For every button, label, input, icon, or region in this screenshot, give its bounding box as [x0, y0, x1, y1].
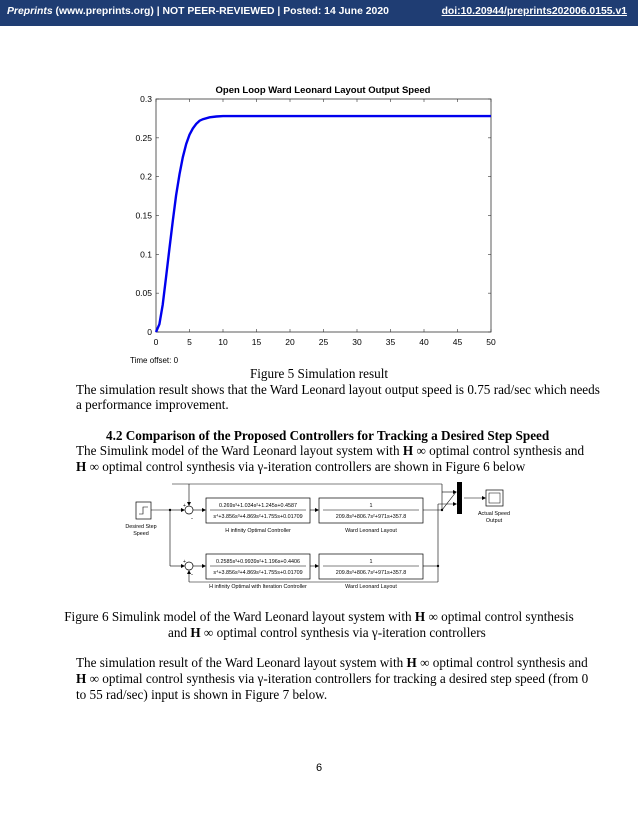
page-number: 6: [315, 762, 323, 774]
journal-name: Preprints: [7, 6, 53, 17]
figure5-caption: Figure 5 Simulation result: [249, 366, 389, 381]
x-tick-label: 35: [385, 337, 396, 347]
text-run: ∞ optimal control synthesis via γ-iteration controllers for tracking a desired step speed (from 0: [86, 671, 589, 686]
y-tick-label: 0.2: [140, 171, 152, 182]
sum2-minus: -: [191, 572, 193, 578]
controller2-denominator: s⁴+3.856s³+4.869s²+1.755s+0.01709: [213, 570, 303, 576]
x-tick-label: 10: [218, 337, 228, 347]
paragraph2-line1: [76, 443, 584, 459]
x-tick-label: 20: [285, 337, 295, 347]
sum1-minus: -: [191, 516, 193, 522]
x-tick-label: 15: [251, 337, 262, 347]
controller1-label: H infinity Optimal Controller: [225, 528, 291, 534]
header-notice-rest: (www.preprints.org) | NOT PEER-REVIEWED | Posted: 14 June 2020: [52, 6, 389, 17]
y-tick-label: 0.25: [135, 132, 152, 143]
time-offset-label: Time offset: 0: [130, 356, 179, 365]
step-label-1: Desired Step: [125, 524, 157, 530]
plant2-label: Ward Leonard Layout: [345, 584, 397, 590]
doi-link[interactable]: doi:10.20944/preprints202006.0155.v1: [441, 6, 627, 17]
text-run: ∞ optimal control synthesis and: [413, 443, 585, 458]
figure6-caption-line2: [168, 625, 486, 641]
mux-block[interactable]: [457, 482, 462, 514]
paragraph3-line2: [76, 671, 588, 687]
symbol-h: H: [402, 443, 414, 458]
controller1-numerator: 0.269s³+1.034s²+1.245s+0.4587: [218, 503, 298, 509]
plant1-label: Ward Leonard Layout: [345, 528, 397, 534]
x-tick-label: 0: [153, 337, 159, 347]
sum-block-1[interactable]: [185, 506, 193, 514]
x-tick-label: 40: [419, 337, 429, 347]
text-run: and: [168, 625, 191, 640]
paragraph2-line2: [76, 459, 525, 475]
y-tick-label: 0.3: [140, 94, 152, 104]
symbol-h: H: [76, 459, 87, 474]
x-tick-label: 30: [352, 337, 362, 347]
symbol-h: H: [76, 671, 87, 686]
plant1-denominator: 209.8s³+806.7s²+971s+357.8: [335, 514, 407, 520]
step-label-2: Speed: [133, 531, 149, 537]
text-run: ∞ optimal control synthesis via γ-iteration controllers are shown in Figure 6 below: [86, 459, 526, 474]
paragraph1-line1: The simulation result shows that the Ward Leonard layout output speed is 0.75 rad/sec which needs: [76, 382, 600, 397]
figure6-caption-line1: [0, 609, 638, 625]
plot-area: [156, 99, 491, 332]
text-run: The simulation result of the Ward Leonard layout system with: [76, 655, 407, 670]
step-block[interactable]: [136, 502, 151, 519]
scope-label-1: Actual Speed: [477, 511, 511, 517]
sum2-plus: +: [183, 559, 186, 565]
text-run: ∞ optimal control synthesis via γ-iteration controllers: [200, 625, 486, 640]
sum-block-2[interactable]: [185, 562, 193, 570]
scope-screen-icon: [489, 493, 500, 503]
chart-title: Open Loop Ward Leonard Layout Output Speed: [215, 85, 431, 96]
section-heading: 4.2 Comparison of the Proposed Controllers for Tracking a Desired Step Speed: [106, 428, 550, 443]
text-run: ∞ optimal control synthesis: [425, 609, 574, 624]
x-tick-label: 25: [318, 337, 329, 347]
simulation-result-plot: [110, 78, 510, 378]
y-tick-label: 0: [147, 327, 152, 337]
x-tick-label: 45: [452, 337, 463, 347]
y-tick-label: 0.05: [135, 288, 152, 299]
symbol-h: H: [406, 655, 417, 670]
y-tick-label: 0.15: [135, 210, 152, 221]
controller1-denominator: s⁴+3.856s³+4.869s²+1.755s+0.01709: [213, 514, 303, 520]
preprint-header-bar: [0, 0, 638, 26]
x-tick-label: 50: [486, 337, 496, 347]
paragraph3-line1: [76, 655, 588, 671]
y-tick-label: 0.1: [140, 249, 152, 260]
paragraph1-line2: a performance improvement.: [76, 397, 229, 412]
plant2-denominator: 209.8s³+806.7s²+971s+357.8: [335, 570, 407, 576]
simulink-diagram: [122, 478, 524, 590]
sum1-plus: +: [183, 503, 186, 509]
symbol-h: H: [190, 625, 201, 640]
controller2-numerator: 0.2585s³+0.9939s²+1.196s+0.4406: [215, 559, 301, 565]
symbol-h: H: [414, 609, 426, 624]
plant1-numerator: 1: [369, 503, 373, 509]
header-notice: [7, 6, 389, 17]
controller2-label: H infinity Optimal with Iteration Controller: [209, 584, 307, 590]
text-run: ∞ optimal control synthesis and: [416, 655, 588, 670]
text-run: Figure 6 Simulink model of the Ward Leonard layout system with: [64, 609, 415, 624]
plant2-numerator: 1: [369, 559, 373, 565]
paragraph3-line3: to 55 rad/sec) input is shown in Figure 7 below.: [76, 687, 328, 702]
x-tick-label: 5: [187, 337, 192, 347]
text-run: The Simulink model of the Ward Leonard layout system with: [76, 443, 403, 458]
scope-label-2: Output: [485, 518, 503, 524]
